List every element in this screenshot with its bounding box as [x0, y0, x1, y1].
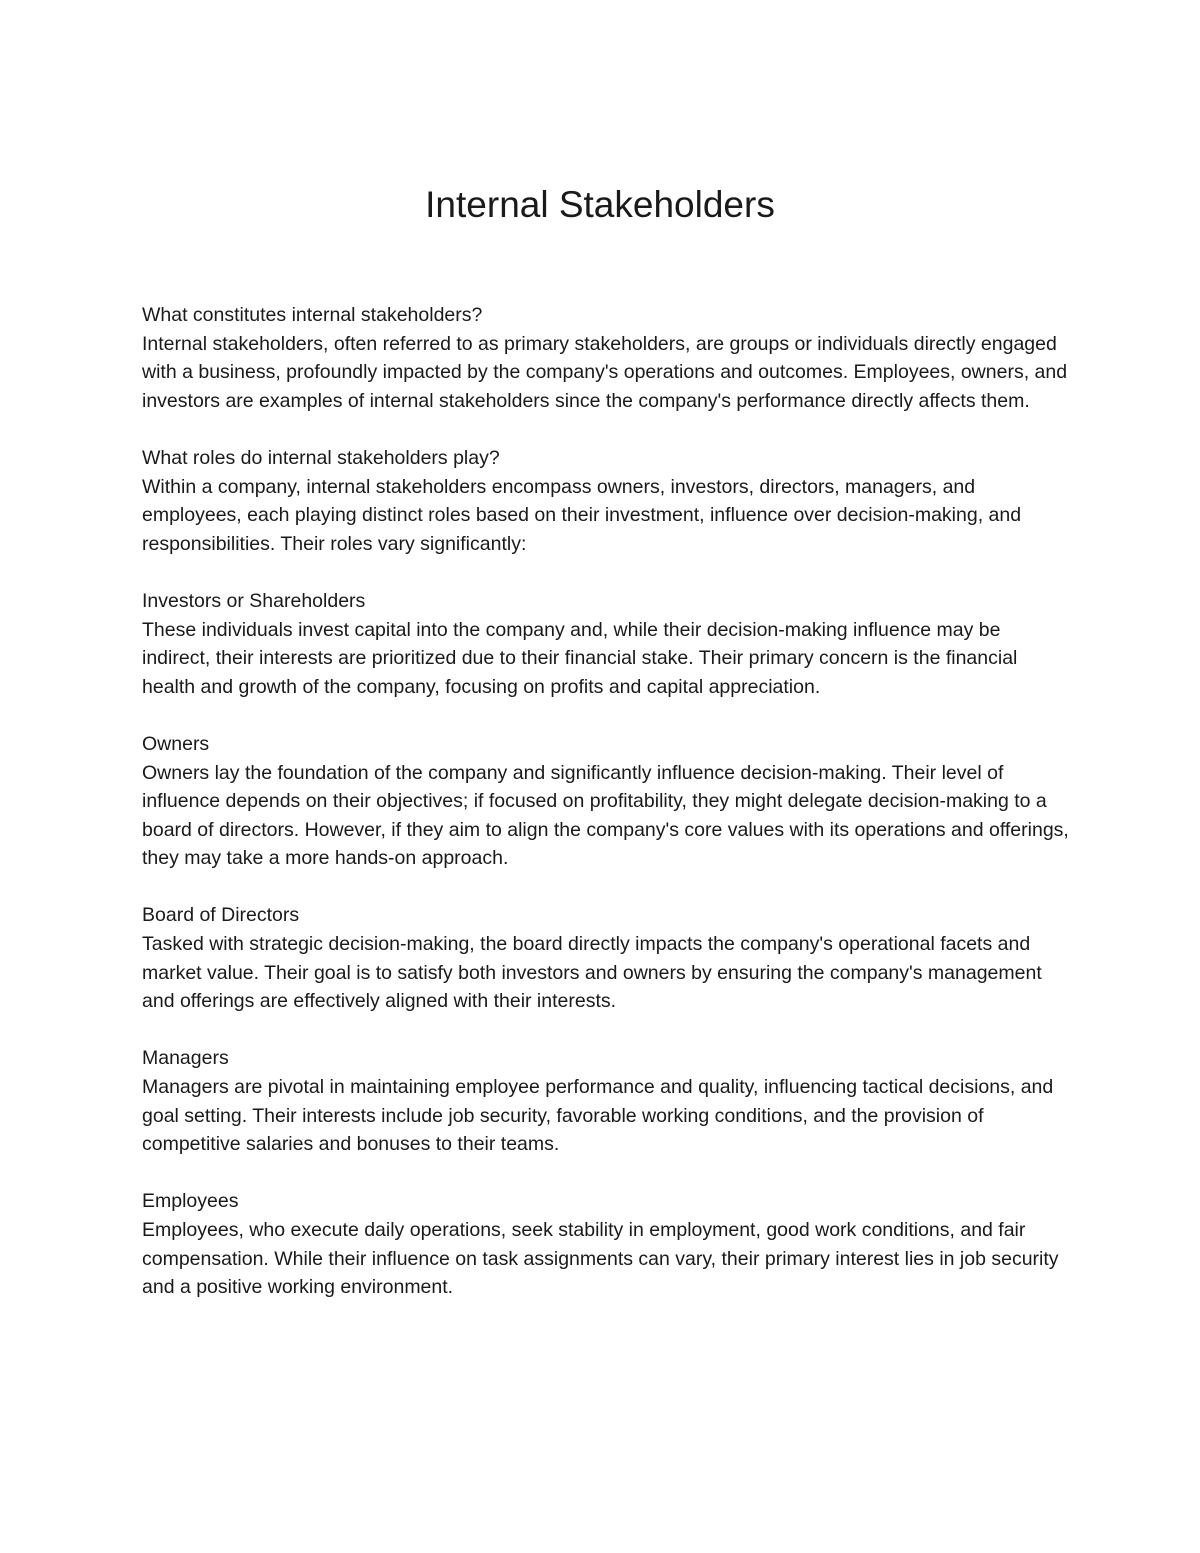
section-heading: Board of Directors [142, 904, 300, 927]
section-paragraph: Employees, who execute daily operations, seek stability in employment, good work conditions, and fair compensation. While their influence on task assignments can vary, their primary interest lies in job security and a positive working environment. [142, 1219, 1059, 1299]
section-internal-stakeholders-definition [142, 301, 1072, 415]
section-paragraph: Internal stakeholders, often referred to as primary stakeholders, are groups or individuals directly engaged with a business, profoundly impacted by the company's operations and outcomes. Employees, owners, and investors are examples of internal stakeholders since the company's performance directly affects them. [142, 332, 1068, 412]
section-heading: Owners [142, 732, 210, 755]
section-paragraph: These individuals invest capital into the company and, while their decision-making influence may be indirect, their interests are prioritized due to their financial stake. Their primary concern is the financial health and growth of the company, focusing on profits and capital appreciation. [142, 618, 1018, 698]
document-title: Internal Stakeholders [425, 184, 775, 225]
section-heading: Managers [142, 1047, 229, 1070]
section-employees [142, 1187, 1072, 1301]
section-paragraph: Managers are pivotal in maintaining employee performance and quality, influencing tactical decisions, and goal setting. Their interests include job security, favorable working conditions, and the provision of competitive salaries and bonuses to their teams. [142, 1076, 1054, 1156]
document-body [142, 301, 1072, 1330]
section-heading: What constitutes internal stakeholders? [142, 304, 483, 326]
section-heading: What roles do internal stakeholders play? [142, 446, 500, 469]
section-heading: Employees [142, 1190, 239, 1213]
section-investors [142, 587, 1072, 701]
section-owners [142, 730, 1072, 873]
section-board-of-directors [142, 901, 1072, 1015]
section-paragraph: Tasked with strategic decision-making, the board directly impacts the company's operational facets and market value. Their goal is to satisfy both investors and owners by ensuring the company's management and offerings are effectively aligned with their interests. [142, 933, 1042, 1013]
section-paragraph: Within a company, internal stakeholders encompass owners, investors, directors, managers, and employees, each playing distinct roles based on their investment, influence over decision-making, and responsibilities. Their roles vary significantly: [142, 475, 1022, 555]
section-managers [142, 1044, 1072, 1158]
section-paragraph: Owners lay the foundation of the company and significantly influence decision-making. Their level of influence depends on their objectives; if focused on profitability, they might delegate decision-making to a board of directors. However, if they aim to align the company's core values with its operations and offerings, they may take a more hands-on approach. [142, 761, 1069, 870]
section-internal-stakeholder-roles [142, 444, 1072, 558]
section-heading: Investors or Shareholders [142, 589, 366, 612]
